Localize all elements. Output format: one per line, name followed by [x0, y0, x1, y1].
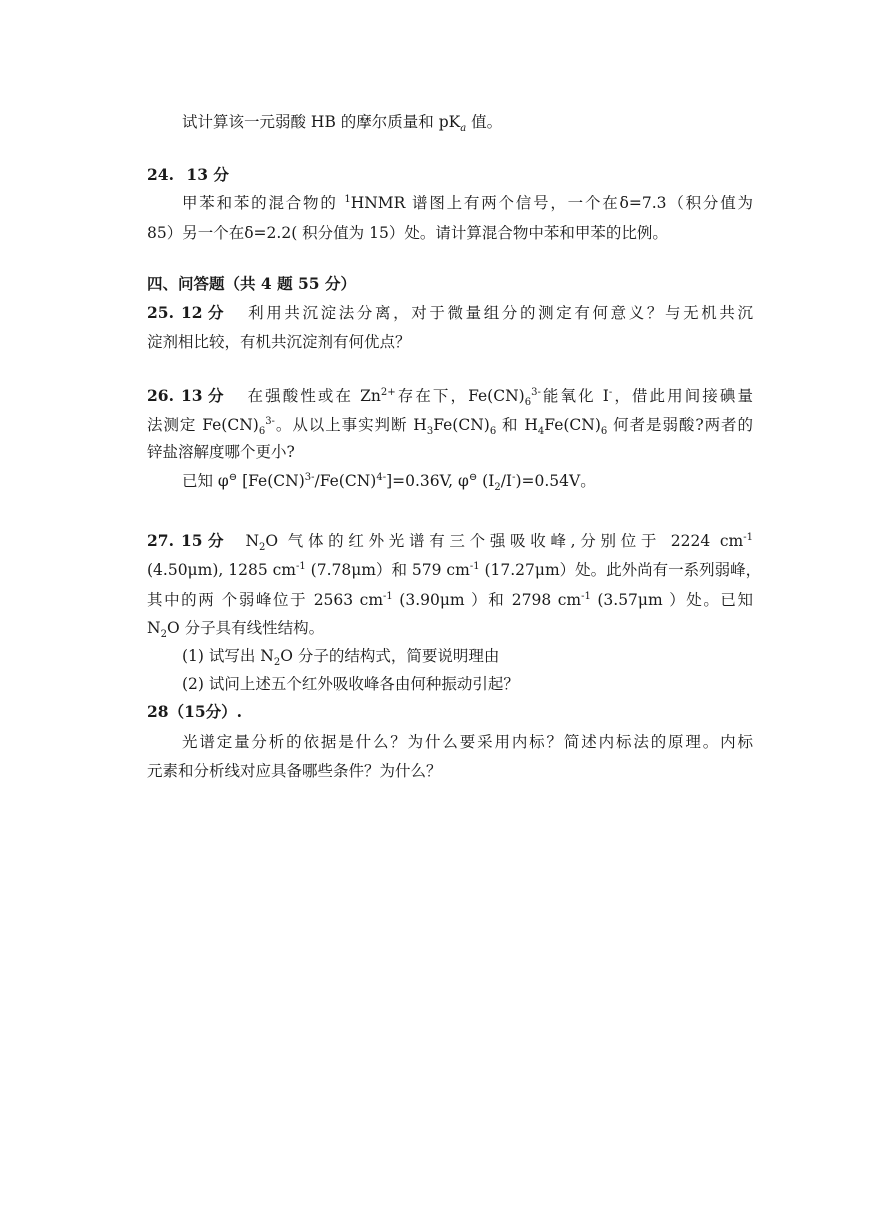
text: 甲苯和苯的混合物的 — [182, 194, 345, 212]
question-number: 24. — [147, 165, 174, 184]
text: O 气体的红外光谱有三个强吸收峰,分别位于 2224 cm — [265, 532, 744, 550]
text: )=0.54V。 — [515, 472, 596, 490]
text: (3.57μm ）处。已知 — [590, 591, 754, 609]
text: 法测定 Fe(CN) — [147, 416, 259, 434]
text: 存在下，Fe(CN) — [395, 387, 525, 405]
superscript: 3- — [304, 471, 315, 483]
text: ，借此用间接碘量 — [612, 387, 753, 405]
subscript: 2 — [273, 657, 281, 669]
text: O 分子的结构式，简要说明理由 — [280, 647, 500, 665]
superscript: - — [512, 471, 516, 483]
superscript: - — [608, 386, 613, 398]
text: (7.78μm）和 579 cm — [305, 561, 470, 579]
q26-line-2 — [147, 414, 753, 436]
ka-subscript: a — [460, 123, 467, 135]
text: /Fe(CN) — [314, 472, 377, 490]
q24-line-2: 85）另一个在δ=2.2( 积分值为 15）处。请计算混合物中苯和甲苯的比例。 — [147, 224, 668, 242]
question-points: 15 分 — [181, 531, 224, 550]
subscript: 2 — [494, 482, 501, 494]
subscript: 6 — [489, 426, 497, 438]
q23-text — [182, 111, 753, 133]
q25-line-2: 淀剂相比较，有机共沉淀剂有何优点？ — [147, 333, 411, 351]
section-title: 四、问答题（共 4 题 55 分） — [147, 274, 356, 293]
question-number: 26. — [147, 386, 174, 405]
text: ]=0.36V, φ — [386, 472, 469, 490]
subscript: 2 — [259, 542, 266, 554]
q28-line-2: 元素和分析线对应具备哪些条件？为什么？ — [147, 762, 442, 780]
q27-sub-2: (2) 试问上述五个红外吸收峰各由何种振动引起？ — [182, 675, 519, 693]
text: 何者是弱酸?两者的 — [607, 416, 754, 434]
q28-header: 28（15分）. — [147, 702, 243, 721]
question-number: 25. — [147, 303, 174, 322]
text: 在强酸性或在 Zn — [245, 387, 381, 405]
text: [Fe(CN) — [237, 472, 305, 490]
text: 。从以上事实判断 H — [274, 416, 427, 434]
text: (3.90μm ）和 2798 cm — [392, 591, 582, 609]
text: (4.50μm), 1285 cm — [147, 561, 296, 579]
superscript: -1 — [581, 590, 591, 602]
q23-text-part: 值。 — [466, 113, 503, 131]
q26-line-1 — [147, 385, 753, 407]
superscript: -1 — [295, 560, 306, 572]
text: /I — [500, 472, 513, 490]
q27-sub-1 — [182, 645, 753, 667]
superscript: -1 — [469, 560, 480, 572]
question-points: 12 分 — [181, 303, 224, 322]
superscript: ⊖ — [468, 471, 478, 483]
question-points: 13 分 — [186, 165, 229, 184]
text: HNMR 谱图上有两个信号，一个在δ=7.3（积分值为 — [350, 194, 753, 212]
q27-line-3 — [147, 589, 753, 611]
text: (I — [477, 472, 495, 490]
subscript: 4 — [537, 426, 545, 438]
subscript: 6 — [524, 397, 532, 409]
q24-line-1 — [182, 192, 753, 214]
text: 和 H — [496, 416, 538, 434]
text: 其中的两 个弱峰位于 2563 cm — [147, 591, 384, 609]
superscript: 3- — [265, 415, 275, 427]
q27-line-1 — [147, 530, 753, 552]
text: N — [245, 532, 260, 550]
text: Fe(CN) — [433, 416, 490, 434]
q24-header — [147, 164, 753, 186]
superscript: 3- — [531, 386, 541, 398]
question-points: 13 分 — [181, 386, 224, 405]
text: 能氧化 I — [540, 387, 609, 405]
q25-line-1 — [147, 302, 753, 324]
superscript: 1 — [344, 193, 351, 205]
superscript: -1 — [743, 531, 753, 543]
text: (17.27μm）处。此外尚有一系列弱峰， — [479, 561, 762, 579]
q27-line-2 — [147, 559, 762, 581]
text: Fe(CN) — [544, 416, 601, 434]
text: N — [147, 619, 161, 637]
superscript: -1 — [383, 590, 393, 602]
text: 利用共沉淀法分离，对于微量组分的测定有何意义？与无机共沉 — [245, 304, 753, 322]
text: (1) 试写出 N — [182, 647, 274, 665]
superscript: 4- — [376, 471, 387, 483]
question-number: 27. — [147, 531, 174, 550]
subscript: 3 — [426, 426, 434, 438]
q28-line-1: 光谱定量分析的依据是什么？为什么要采用内标？简述内标法的原理。内标 — [182, 733, 753, 751]
q23-text-part: 试计算该一元弱酸 HB 的摩尔质量和 pK — [182, 113, 461, 131]
q26-given — [182, 470, 753, 492]
q27-line-4 — [147, 617, 753, 639]
subscript: 6 — [600, 426, 608, 438]
subscript: 6 — [258, 426, 266, 438]
text: 已知 φ — [182, 472, 229, 490]
subscript: 2 — [160, 629, 167, 641]
text: O 分子具有线性结构。 — [166, 619, 325, 637]
superscript: ⊖ — [228, 471, 238, 483]
superscript: 2+ — [380, 386, 396, 398]
q26-line-3: 锌盐溶解度哪个更小? — [147, 443, 295, 461]
